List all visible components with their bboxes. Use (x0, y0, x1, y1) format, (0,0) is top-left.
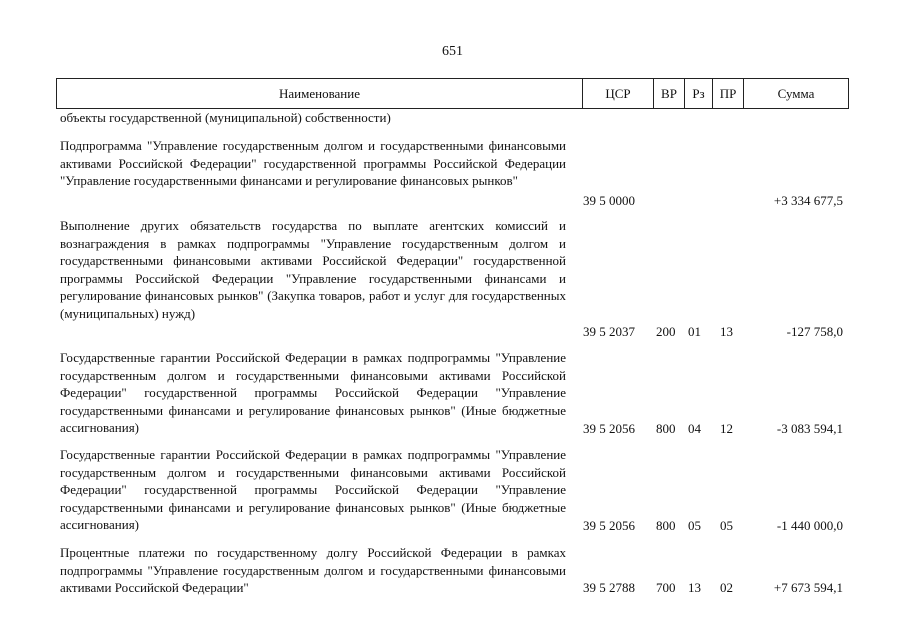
row-sum: +3 334 677,5 (773, 192, 843, 208)
header-name: Наименование (279, 86, 360, 101)
row-sum: +7 673 594,1 (773, 579, 843, 595)
row-description: Государственные гарантии Российской Федерации в рамках подпрограммы "Управление государственным долгом и государственными финансовыми активами Российской Федерации" государственной программы Российской Федерации "Управление государственными финансами и регулирование финансовых рынков" (Иные бюджетные ассигнования) (60, 350, 566, 435)
row-description: Процентные платежи по государственному долгу Российской Федерации в рамках подпрограммы "Управление государственным долгом и государственными финансовыми активами Российской Федерации" (60, 545, 566, 595)
row-vr: 800 (656, 420, 676, 436)
table-row (56, 544, 849, 598)
row-pr: 02 (720, 579, 733, 595)
row-rz: 05 (688, 517, 701, 533)
row-csr: 39 5 0000 (583, 192, 635, 208)
header-csr: ЦСР (582, 79, 653, 108)
row-csr: 39 5 2056 (583, 517, 635, 533)
page-number: 651 (442, 44, 463, 59)
budget-table (56, 78, 849, 595)
table-row (56, 446, 849, 534)
row-csr: 39 5 2037 (583, 323, 635, 339)
table-row (56, 109, 849, 127)
table-row (56, 137, 849, 209)
header-vr: ВР (653, 79, 684, 108)
row-pr: 05 (720, 517, 733, 533)
row-csr: 39 5 2788 (583, 579, 635, 595)
row-sum: -3 083 594,1 (776, 420, 843, 436)
row-rz: 01 (688, 323, 701, 339)
table-row (56, 217, 849, 340)
row-rz: 04 (688, 420, 701, 436)
table-row (56, 349, 849, 437)
row-description: Выполнение других обязательств государства по выплате агентских комиссий и вознаграждения в рамках подпрограммы "Управление государственным долгом и государственными финансовыми активами Российской Федерации" государственной программы Российской Федерации "Управление государственными финансами и регулирование финансовых рынков" (Закупка товаров, работ и услуг для государственных (муниципальных) нужд) (60, 218, 566, 321)
row-description: объекты государственной (муниципальной) собственности) (60, 110, 391, 125)
row-description: Подпрограмма "Управление государственным долгом и государственными финансовыми активами Российской Федерации" государственной программы Российской Федерации "Управление государственными финансами и регулирование финансовых рынков" (60, 138, 566, 188)
row-vr: 700 (656, 579, 676, 595)
row-vr: 800 (656, 517, 676, 533)
header-pr: ПР (712, 79, 743, 108)
row-rz: 13 (688, 579, 701, 595)
row-sum: -1 440 000,0 (776, 517, 843, 533)
row-sum: -127 758,0 (786, 323, 843, 339)
header-sum: Сумма (743, 79, 848, 108)
row-vr: 200 (656, 323, 676, 339)
row-csr: 39 5 2056 (583, 420, 635, 436)
row-description: Государственные гарантии Российской Федерации в рамках подпрограммы "Управление государственным долгом и государственными финансовыми активами Российской Федерации" государственной программы Российской Федерации "Управление государственными финансами и регулирование финансовых рынков" (Иные бюджетные ассигнования) (60, 447, 566, 532)
row-pr: 12 (720, 420, 733, 436)
table-header (56, 78, 849, 109)
header-rz: Рз (684, 79, 712, 108)
row-pr: 13 (720, 323, 733, 339)
